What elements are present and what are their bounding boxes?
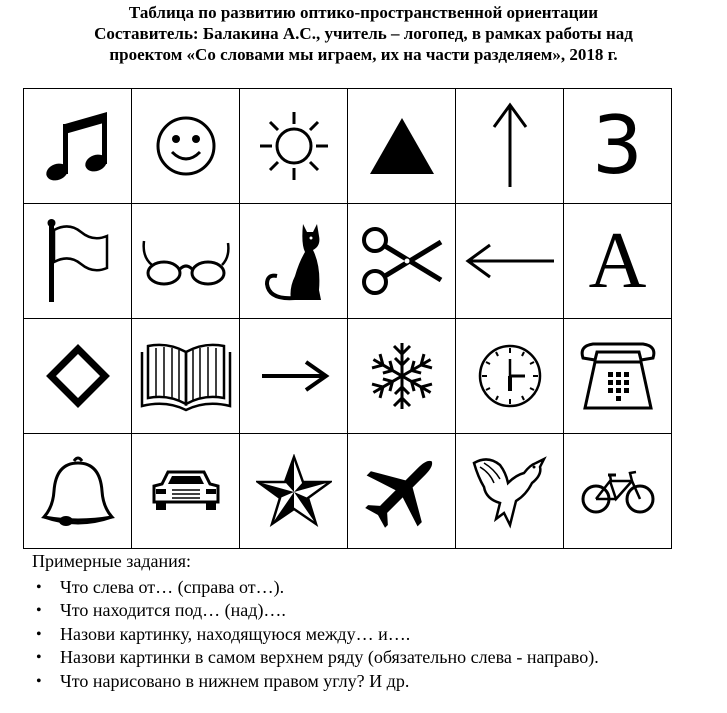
arrow-left-icon	[464, 241, 556, 281]
tasks-title: Примерные задания:	[32, 551, 192, 571]
bicycle-icon	[580, 467, 656, 515]
triangle-icon	[367, 114, 437, 178]
cell-telephone	[564, 319, 672, 434]
list-item	[32, 646, 722, 670]
task-text: Назови картинки в самом верхнем ряду (обязательно слева - направо).	[60, 647, 599, 667]
star-icon	[256, 454, 332, 528]
digit-three: 3	[592, 99, 643, 192]
scissors-icon	[359, 224, 445, 298]
glasses-icon	[138, 231, 234, 291]
dove-icon	[470, 453, 550, 529]
cat-icon	[259, 218, 329, 304]
cell-diamond	[24, 319, 132, 434]
tasks-section	[32, 550, 722, 693]
bullet-icon: •	[36, 672, 42, 690]
bullet-icon: •	[36, 602, 42, 619]
cell-scissors	[348, 204, 456, 319]
grid-row-3	[24, 319, 672, 434]
task-text: Что нарисовано в нижнем правом углу? И др.	[60, 670, 410, 691]
cell-book	[132, 319, 240, 434]
letter-a: A	[588, 217, 647, 305]
arrow-up-icon	[485, 101, 535, 191]
bell-icon	[38, 451, 118, 531]
cell-flag	[24, 204, 132, 319]
sun-icon	[257, 109, 331, 183]
cell-sun	[240, 89, 348, 204]
task-text: Что находится под… (над)….	[60, 600, 286, 620]
tasks-list	[32, 576, 722, 694]
bullet-icon: •	[36, 649, 42, 666]
snowflake-icon	[367, 339, 437, 413]
grid-row-1	[24, 89, 672, 204]
grid-row-4	[24, 434, 672, 549]
header-project: проектом «Со словами мы играем, их на части разделяем», 2018 г.	[109, 45, 618, 64]
book-icon	[138, 338, 234, 414]
list-item	[32, 670, 722, 694]
cell-smiley	[132, 89, 240, 204]
arrow-right-icon	[258, 358, 330, 394]
document-header	[0, 2, 727, 65]
grid-row-2	[24, 204, 672, 319]
flag-icon	[43, 218, 113, 304]
list-item	[32, 576, 722, 600]
list-item	[32, 599, 722, 623]
cell-arrow-up	[456, 89, 564, 204]
cell-star	[240, 434, 348, 549]
diamond-icon	[45, 343, 111, 409]
cell-arrow-left	[456, 204, 564, 319]
task-text: Назови картинку, находящуюся между… и….	[60, 623, 411, 644]
cell-bicycle	[564, 434, 672, 549]
airplane-icon	[359, 448, 445, 534]
picture-grid	[23, 88, 672, 549]
header-title: Таблица по развитию оптико-пространственной ориентации	[128, 3, 599, 22]
cell-digit-three	[564, 89, 672, 204]
header-author: Составитель: Балакина А.С., учитель – логопед, в рамках работы над	[94, 24, 633, 43]
bullet-icon: •	[36, 578, 42, 596]
telephone-icon	[575, 338, 661, 414]
cell-clock	[456, 319, 564, 434]
cell-dove	[456, 434, 564, 549]
task-text: Что слева от… (справа от…).	[60, 576, 285, 597]
cell-glasses	[132, 204, 240, 319]
cell-arrow-right	[240, 319, 348, 434]
cell-car	[132, 434, 240, 549]
bullet-icon: •	[36, 625, 42, 643]
list-item	[32, 623, 722, 647]
cell-bell	[24, 434, 132, 549]
cell-letter-a	[564, 204, 672, 319]
cell-triangle	[348, 89, 456, 204]
cell-cat	[240, 204, 348, 319]
car-icon	[148, 468, 224, 514]
music-note-icon	[43, 106, 113, 186]
cell-snowflake	[348, 319, 456, 434]
smiley-face-icon	[154, 114, 218, 178]
cell-airplane	[348, 434, 456, 549]
clock-icon	[475, 341, 545, 411]
cell-music-note	[24, 89, 132, 204]
